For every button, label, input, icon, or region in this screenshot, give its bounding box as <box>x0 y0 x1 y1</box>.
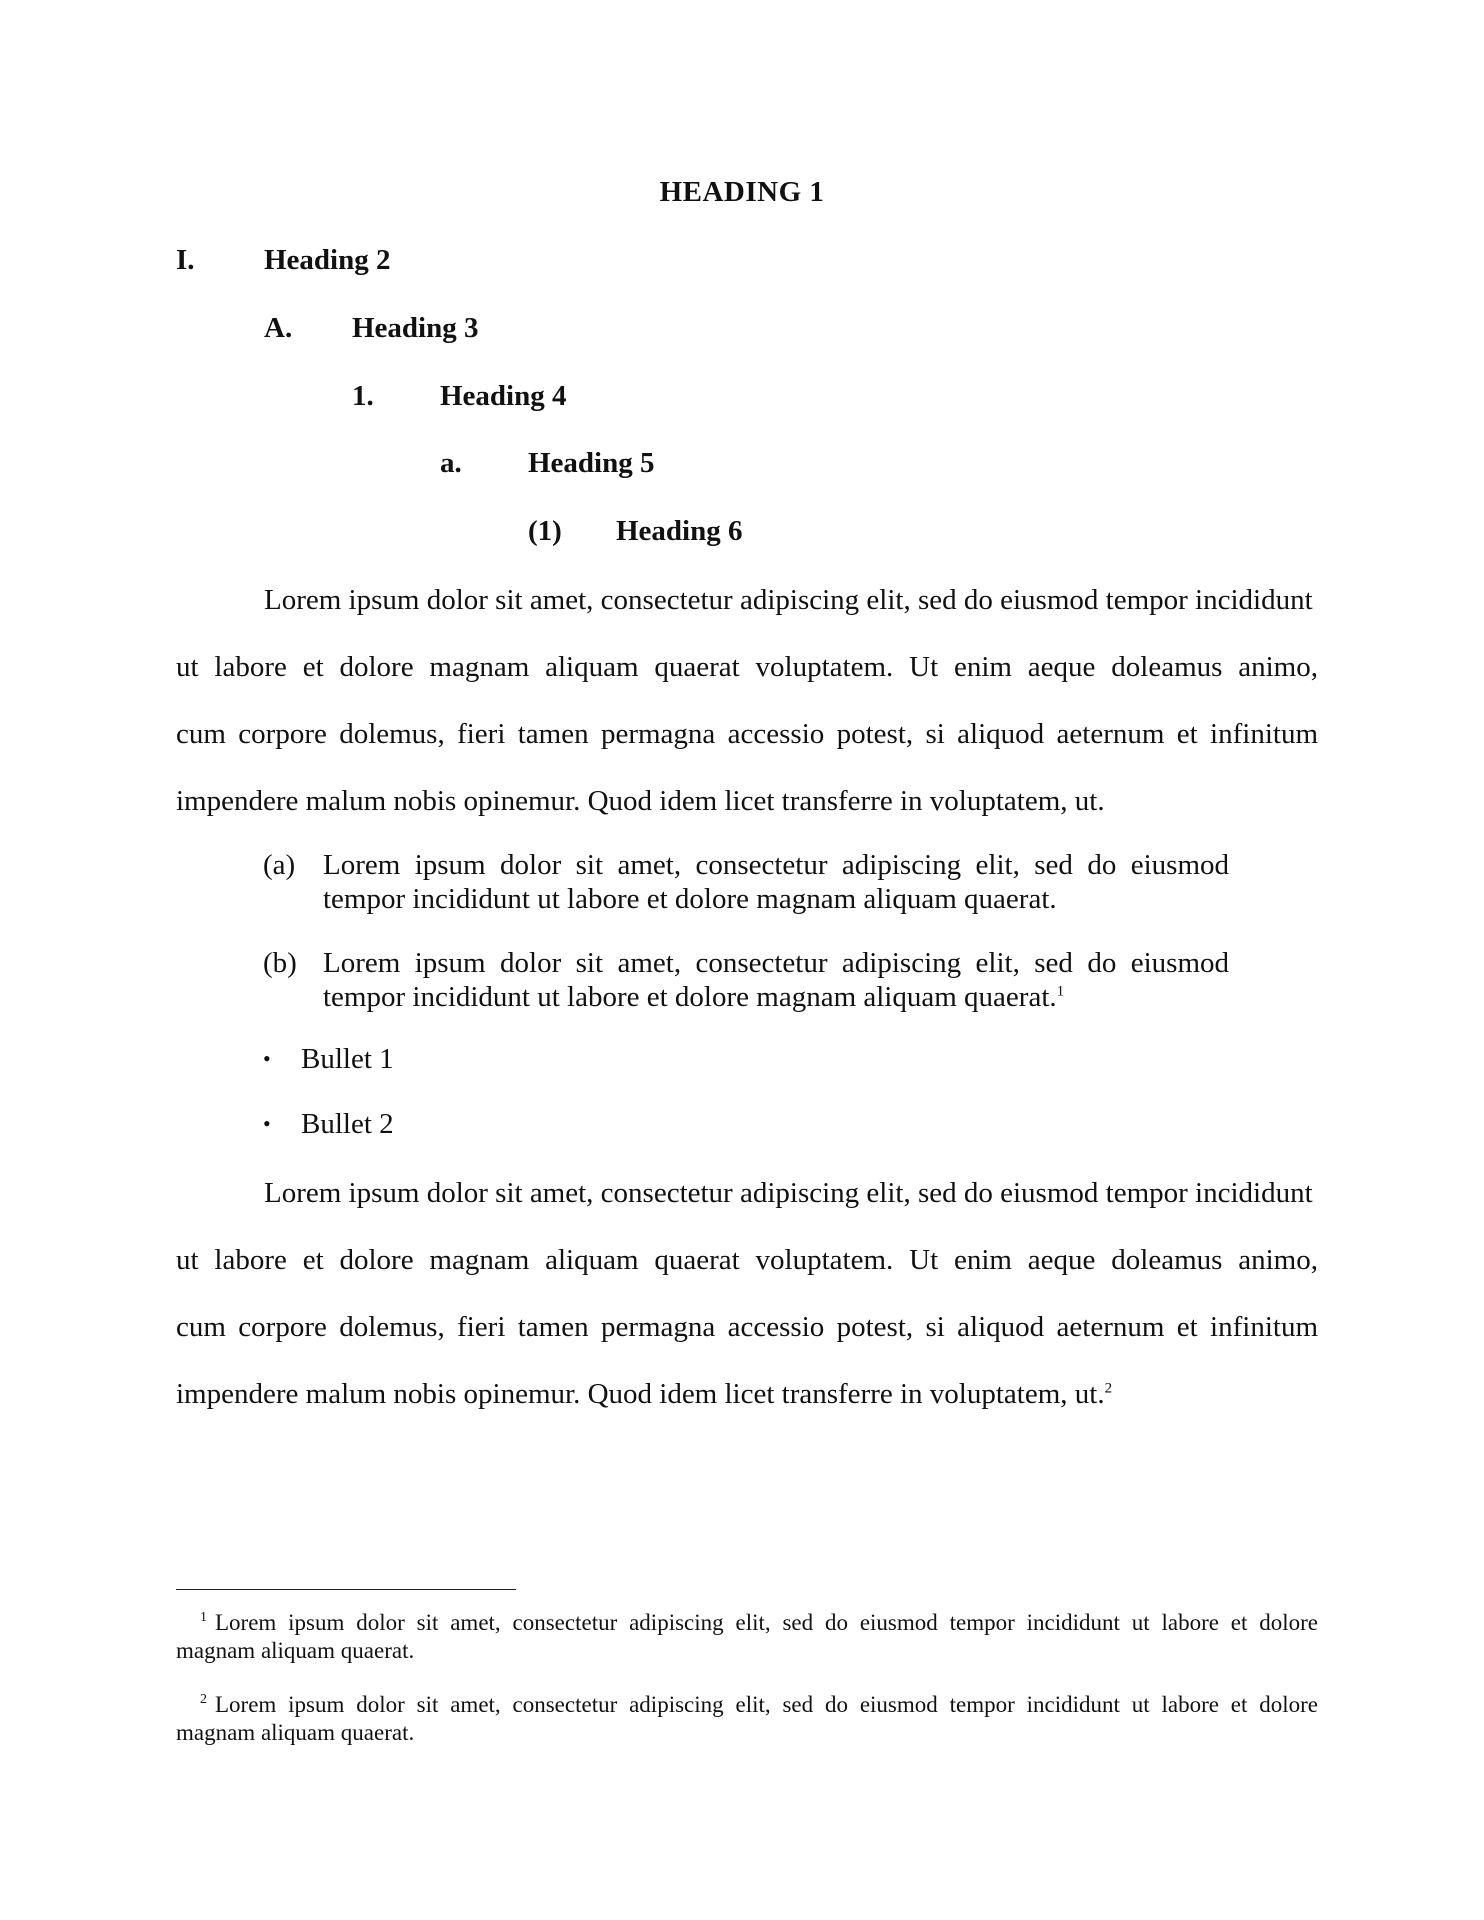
list-item-line: Lorem ipsum dolor sit amet, consectetur adipiscing elit, sed do eiusmod <box>323 947 1229 979</box>
heading-4-number: 1. <box>352 380 374 412</box>
list-item-line: tempor incididunt ut labore et dolore magnam aliquam quaerat. <box>323 883 1057 915</box>
heading-6-number: (1) <box>528 515 562 547</box>
footnote-line: magnam aliquam quaerat. <box>176 1638 415 1663</box>
paragraph-line: cum corpore dolemus, fieri tamen permagna accessio potest, si aliquod aeternum et infinitum <box>176 1311 1318 1343</box>
footnote-reference-2[interactable]: 2 <box>1104 1380 1113 1397</box>
paragraph-line: impendere malum nobis opinemur. Quod idem licet transferre in voluptatem, ut. <box>176 785 1105 817</box>
heading-4-text: Heading 4 <box>440 380 567 412</box>
footnote-line <box>176 1609 1318 1637</box>
paragraph-line: ut labore et dolore magnam aliquam quaerat voluptatem. Ut enim aeque doleamus animo, <box>176 1244 1318 1276</box>
list-item-line: Lorem ipsum dolor sit amet, consectetur adipiscing elit, sed do eiusmod <box>323 849 1229 881</box>
paragraph-line: Lorem ipsum dolor sit amet, consectetur adipiscing elit, sed do eiusmod tempor incididunt <box>264 1177 1313 1209</box>
footnote-number: 1 <box>200 1610 207 1626</box>
paragraph-line-text: impendere malum nobis opinemur. Quod idem licet transferre in voluptatem, ut. <box>176 1378 1105 1410</box>
heading-5-number: a. <box>440 447 462 479</box>
footnote-line <box>176 1691 1318 1719</box>
paragraph-line: ut labore et dolore magnam aliquam quaerat voluptatem. Ut enim aeque doleamus animo, <box>176 651 1318 683</box>
list-item-body <box>323 848 1229 916</box>
paragraph-line <box>176 1361 1318 1428</box>
bullet-text: Bullet 2 <box>301 1108 394 1140</box>
bullet-icon: • <box>263 1046 271 1071</box>
footnote-separator <box>176 1589 516 1590</box>
footnote-text: Lorem ipsum dolor sit amet, consectetur adipiscing elit, sed do eiusmod tempor incididunt ut labore et dolore <box>215 1610 1318 1635</box>
heading-3-text: Heading 3 <box>352 312 479 344</box>
footnote-2 <box>176 1691 1318 1747</box>
footnote-1 <box>176 1609 1318 1665</box>
footnote-text: Lorem ipsum dolor sit amet, consectetur adipiscing elit, sed do eiusmod tempor incididunt ut labore et dolore <box>215 1692 1318 1717</box>
bullet-text: Bullet 1 <box>301 1043 394 1075</box>
heading-3-number: A. <box>264 312 293 344</box>
footnote-line: magnam aliquam quaerat. <box>176 1720 415 1745</box>
body-paragraph-1 <box>176 567 1318 835</box>
list-item-line <box>323 980 1229 1014</box>
heading-5-text: Heading 5 <box>528 447 655 479</box>
list-marker: (b) <box>263 947 297 979</box>
body-paragraph-2 <box>176 1160 1318 1428</box>
heading-2-number: I. <box>176 244 195 276</box>
paragraph-line: cum corpore dolemus, fieri tamen permagna accessio potest, si aliquod aeternum et infinitum <box>176 718 1318 750</box>
heading-2-text: Heading 2 <box>264 244 391 276</box>
heading-1: HEADING 1 <box>659 176 825 208</box>
footnote-reference-1[interactable]: 1 <box>1056 983 1065 1000</box>
list-marker: (a) <box>263 849 296 881</box>
heading-6-text: Heading 6 <box>616 515 743 547</box>
bullet-icon: • <box>263 1111 271 1136</box>
footnote-number: 2 <box>200 1692 207 1708</box>
list-item-body <box>323 946 1229 1014</box>
paragraph-line: Lorem ipsum dolor sit amet, consectetur adipiscing elit, sed do eiusmod tempor incididunt <box>264 584 1313 616</box>
list-item-line-text: tempor incididunt ut labore et dolore magnam aliquam quaerat. <box>323 981 1057 1013</box>
